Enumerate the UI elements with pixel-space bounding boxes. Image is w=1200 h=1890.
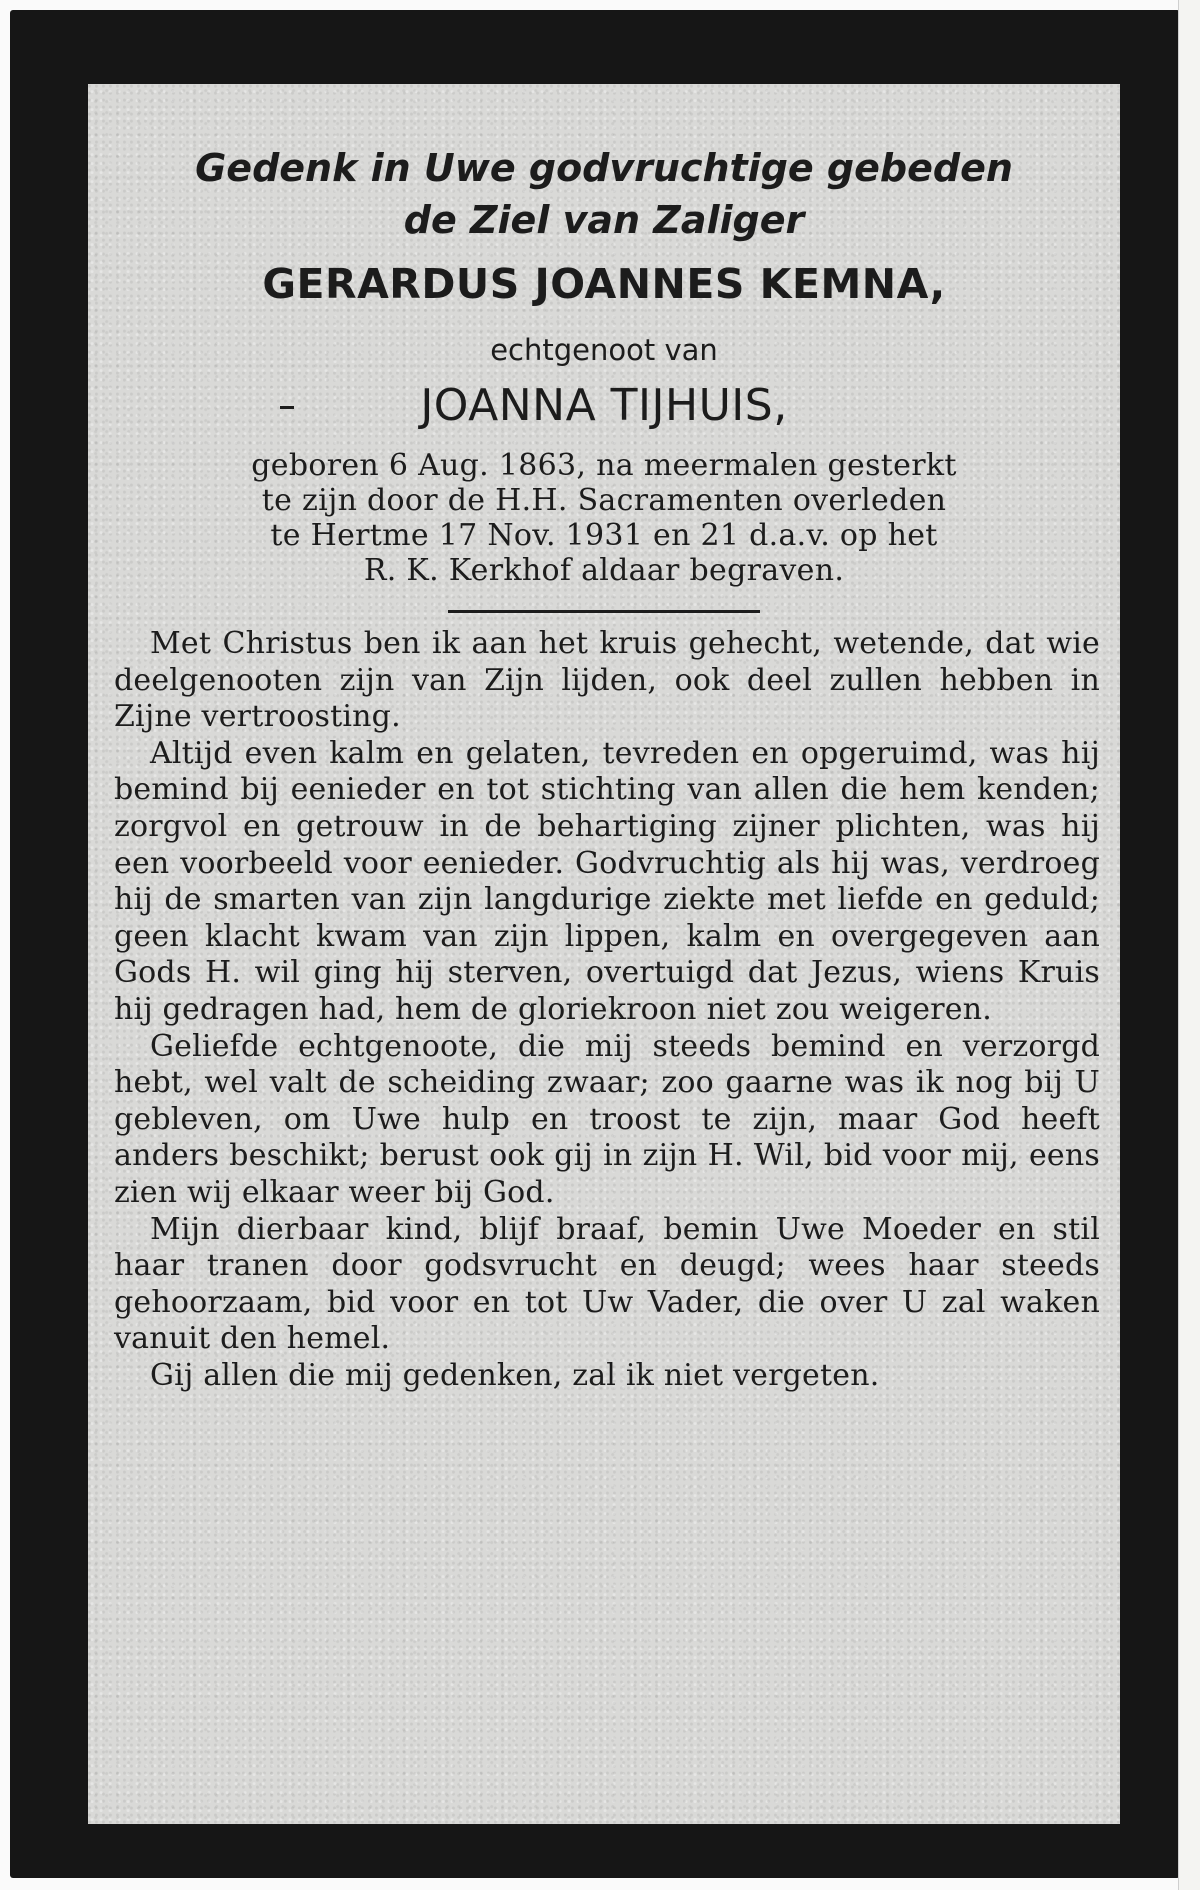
birth-death-details xyxy=(114,448,1094,588)
paragraph-to-all: Gij allen die mij gedenken, zal ik niet vergeten. xyxy=(150,1357,880,1393)
paper-edge xyxy=(1178,0,1200,1890)
mourning-card-border xyxy=(10,10,1180,1878)
details-line: geboren 6 Aug. 1863, na meermalen gesterkt xyxy=(251,448,957,483)
prayer-heading-line-1: Gedenk in Uwe godvruchtige gebeden xyxy=(195,146,1013,190)
separator-rule xyxy=(448,610,760,613)
spouse-name: JOANNA TIJHUIS, xyxy=(420,380,788,431)
prayer-heading-line-2: de Ziel van Zaliger xyxy=(403,198,805,242)
paragraph-to-spouse: Geliefde echtgenoote, die mij steeds bemind en verzorgd hebt, wel valt de scheiding zwaar; zoo gaarne was ik nog bij U gebleven, om Uwe hulp en troost te zijn, maar God heeft anders beschikt; berust ook gij in zijn H. Wil, bid voor mij, eens zien wij elkaar weer bij God. xyxy=(114,1028,1100,1210)
paragraph-to-child: Mijn dierbaar kind, blijf braaf, bemin Uwe Moeder en stil haar tranen door godsvrucht en deugd; wees haar steeds gehoorzaam, bid voor en tot Uw Vader, die over U zal waken vanuit den hemel. xyxy=(114,1211,1100,1357)
details-line: R. K. Kerkhof aldaar begraven. xyxy=(363,553,845,588)
details-line: te Hertme 17 Nov. 1931 en 21 d.a.v. op het xyxy=(270,518,938,553)
memorial-text xyxy=(114,626,1100,1394)
mourning-card-text-panel xyxy=(88,84,1120,1824)
spouse-label: echtgenoot van xyxy=(490,333,718,367)
paragraph-character: Altijd even kalm en gelaten, tevreden en opgeruimd, was hij bemind bij eenieder en tot stichting van allen die hem kenden; zorgvol en getrouw in de behartiging zijner plichten, was hij een voorbeeld voor eenieder. Godvruchtig als hij was, verdroeg hij de smarten van zijn langdurige ziekte met liefde en geduld; geen klacht kwam van zijn lippen, kalm en overgegeven aan Gods H. wil ging hij sterven, overtuigd dat Jezus, wiens Kruis hij gedragen had, hem de gloriekroon niet zou weigeren. xyxy=(114,735,1100,1027)
paragraph-scripture: Met Christus ben ik aan het kruis gehecht, wetende, dat wie deelgenooten zijn van Zijn lijden, ook deel zullen hebben in Zijne vertroosting. xyxy=(114,626,1100,735)
details-line: te zijn door de H.H. Sacramenten overleden xyxy=(261,483,947,518)
deceased-name: GERARDUS JOANNES KEMNA, xyxy=(262,260,946,308)
